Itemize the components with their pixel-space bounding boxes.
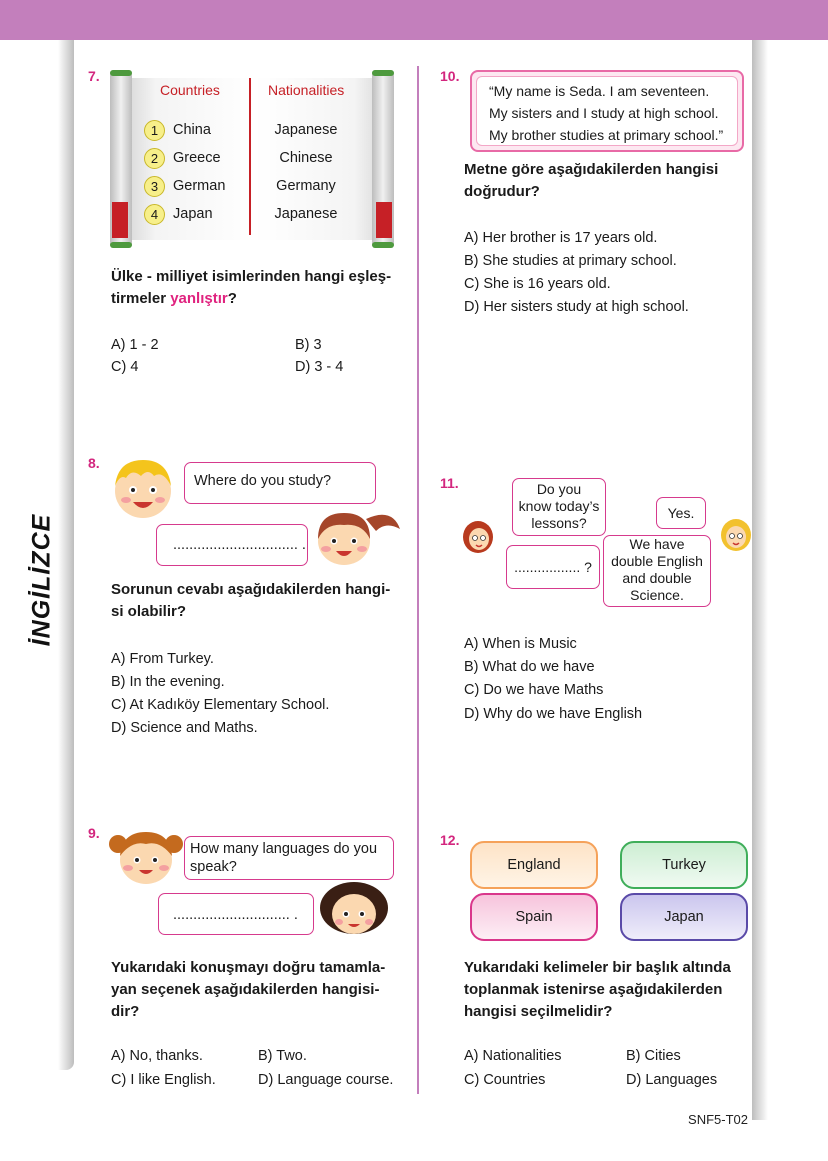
q7-scroll-table [110,70,402,248]
brown-hair-child-icon [306,505,402,567]
q12-number: 12. [440,832,460,848]
roll-cap [372,70,394,76]
q10-option-a[interactable]: A) Her brother is 17 years old. [464,230,658,246]
q7-question-text: tirmeler [111,290,171,307]
q11-option-c[interactable]: C) Do we have Maths [464,682,604,698]
roll-cap [110,70,132,76]
q10-question-line2: doğrudur? [464,183,540,200]
table-row [144,175,225,197]
q7-question-line2 [111,288,237,310]
q9-option-c[interactable]: C) I like English. [111,1072,216,1088]
q12-option-d[interactable]: D) Languages [626,1072,718,1088]
q7-option-b[interactable]: B) 3 [295,337,322,353]
subject-label: İNGİLİZCE [27,513,56,647]
country: German [173,178,226,194]
bubble4-line3: and double [622,570,692,586]
q12-question-line1: Yukarıdaki kelimeler bir başlık altında [464,959,731,976]
q11-option-b[interactable]: B) What do we have [464,659,595,675]
q10-quote-box [470,70,744,152]
bubble4-line2: double English [611,553,703,569]
bubble1-line1: Do you [536,481,582,497]
quote-line1: “My name is Seda. I am seventeen. [489,83,710,99]
q9-question-line3: dir? [111,1003,140,1020]
country: Greece [173,150,221,166]
countries-header: Countries [160,82,220,98]
q10-question-line1: Metne göre aşağıdakilerden hangisi [464,161,719,178]
q12-option-a[interactable]: A) Nationalities [464,1048,562,1064]
q8-option-d[interactable]: D) Science and Maths. [111,720,258,736]
country: Japan [173,206,213,222]
q8-question-line2: si olabilir? [111,603,187,620]
q9-question-line2: yan seçenek aşağıdakilerden hangisi- [111,981,380,998]
blonde-girl-icon [720,518,752,552]
q8-number: 8. [88,455,100,471]
curly-hair-girl-icon [314,876,392,936]
quote-inner [476,76,738,146]
number-badge: 1 [144,120,165,141]
roll-cap [110,242,132,248]
q11-bubble-question [512,478,606,536]
country: China [173,122,211,138]
bubble4-line1: We have [629,536,685,552]
q11-option-a[interactable]: A) When is Music [464,636,577,652]
left-page-edge [58,40,74,1070]
q7-option-c[interactable]: C) 4 [111,359,139,375]
ribbon-right [376,202,392,238]
q12-question-line2: toplanmak istenirse aşağıdakilerden [464,981,723,998]
q8-bubble-text: Where do you study? [194,473,332,489]
number-badge: 3 [144,176,165,197]
q11-bubble-answer [603,535,711,607]
q9-option-b[interactable]: B) Two. [258,1048,307,1064]
q9-option-d[interactable]: D) Language course. [258,1072,394,1088]
q12-option-b[interactable]: B) Cities [626,1048,681,1064]
roll-cap [372,242,394,248]
header-bar [0,0,828,40]
q11-number: 11. [440,475,459,491]
q7-option-a[interactable]: A) 1 - 2 [111,337,159,353]
bubble4-line4: Science. [630,587,684,603]
quote-line3: My brother studies at primary school.” [489,127,724,143]
nationalities-header: Nationalities [268,82,345,98]
table-row [144,119,211,141]
q10-option-c[interactable]: C) She is 16 years old. [464,276,611,292]
q9-option-a[interactable]: A) No, thanks. [111,1048,203,1064]
q9-bubble-line2: speak? [190,859,237,875]
q7-question-mark: ? [227,290,237,307]
q7-number: 7. [88,68,100,84]
q9-answer-bubble [158,893,314,935]
right-page-edge [752,40,768,1120]
q10-option-d[interactable]: D) Her sisters study at high school. [464,299,689,315]
q8-question-bubble [184,462,376,504]
q11-bubble-blank: ................. ? [506,545,600,589]
q11-option-d[interactable]: D) Why do we have English [464,706,643,722]
quote-line2: My sisters and I study at high school. [489,105,719,121]
q8-option-b[interactable]: B) In the evening. [111,674,225,690]
nationality: Japanese [274,206,338,222]
word-england: England [470,841,598,889]
q7-question-line1: Ülke - milliyet isimlerinden hangi eşleş- [111,268,392,285]
q9-question-bubble [184,836,394,880]
q8-option-a[interactable]: A) From Turkey. [111,651,214,667]
q10-number: 10. [440,68,460,84]
q11-bubble-yes: Yes. [656,497,706,529]
word-spain: Spain [470,893,598,941]
q9-answer-blank: ............................. . [173,907,298,923]
q8-answer-blank: ............................... . [173,537,306,553]
bubble1-line2: know today’s [518,498,600,514]
q12-option-c[interactable]: C) Countries [464,1072,546,1088]
column-divider [417,66,419,1094]
table-column-line [249,78,251,235]
q10-option-b[interactable]: B) She studies at primary school. [464,253,677,269]
word-japan: Japan [620,893,748,941]
word-turkey: Turkey [620,841,748,889]
table-row [144,147,221,169]
q8-option-c[interactable]: C) At Kadıköy Elementary School. [111,697,330,713]
q12-question-line3: hangisi seçilmelidir? [464,1003,613,1020]
ribbon-left [112,202,128,238]
number-badge: 2 [144,148,165,169]
pigtail-girl-icon [108,826,184,888]
q7-highlight-word: yanlıştır [170,290,228,307]
q9-bubble-line1: How many languages do you [190,841,378,857]
table-row [144,203,213,225]
redhead-girl-icon [462,520,494,554]
q9-number: 9. [88,825,100,841]
q9-question-line1: Yukarıdaki konuşmayı doğru tamamla- [111,959,386,976]
nationality: Japanese [274,122,338,138]
page-code: SNF5-T02 [688,1112,748,1127]
q8-question-line1: Sorunun cevabı aşağıdakilerden hangi- [111,581,391,598]
q7-option-d[interactable]: D) 3 - 4 [295,359,344,375]
nationality: Germany [276,178,336,194]
blonde-child-icon [108,456,178,522]
nationality: Chinese [279,150,333,166]
q8-answer-bubble [156,524,308,566]
bubble1-line3: lessons? [531,515,587,531]
number-badge: 4 [144,204,165,225]
